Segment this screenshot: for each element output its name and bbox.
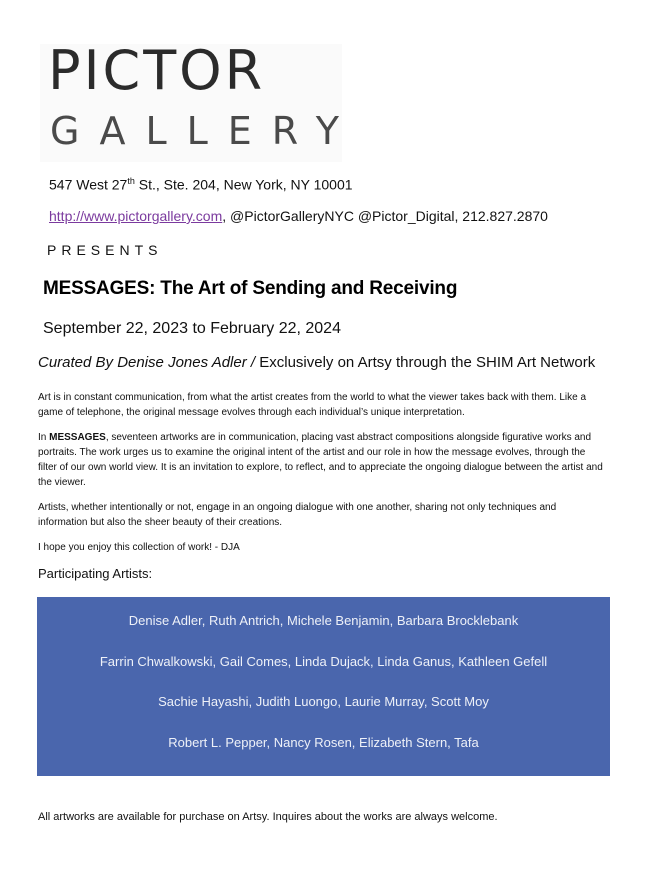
dialogue-paragraph: Artists, whether intentionally or not, engage in an ongoing dialogue with one another, sharing not only techniques and information but also the sheer beauty of their creations. [38,502,557,528]
contact-handles: , @PictorGalleryNYC @Pictor_Digital, 212.827.2870 [222,208,548,224]
intro-paragraph: Art is in constant communication, from what the artist creates from the world to what the viewer takes back with them. Like a game of telephone, the original message evolves through each individual’s unique interpretation. [38,392,587,418]
website-link[interactable]: http://www.pictorgallery.com [49,208,223,224]
curator-name: Curated By Denise Jones Adler / [38,354,256,371]
artists-row: Sachie Hayashi, Judith Luongo, Laurie Murray, Scott Moy [158,694,489,709]
gallery-contact [49,208,548,224]
artists-heading: Participating Artists: [38,566,153,581]
curator-platform: Exclusively on Artsy through the SHIM Art Network [255,354,596,371]
logo-wordmark-main: PICTOR [48,39,266,102]
purchase-note: All artworks are available for purchase on Artsy. Inquires about the works are always welcome. [38,811,498,823]
signoff-paragraph: I hope you enjoy this collection of work! - DJA [38,542,240,553]
address-street: 547 West 27 [49,176,128,193]
gallery-address [49,176,353,193]
description-body: , seventeen artworks are in communication, placing vast abstract compositions alongside figurative works and portraits. The work urges us to examine the original intent of the artist and our role in how the message evolves, through the filter of our own world view. It is an invitation to explore, to reflect, and to appreciate the ongoing dialogue between the artist and the viewer. [38,432,603,488]
description-paragraph [38,430,603,490]
address-ordinal: th [127,176,135,186]
address-city: St., Ste. 204, New York, NY 10001 [134,176,353,193]
description-prefix: In [38,432,50,443]
exhibition-dates: September 22, 2023 to February 22, 2024 [43,320,341,337]
logo-wordmark-sub: GALLERY [50,109,359,153]
description-bold-title: MESSAGES [49,432,106,443]
artists-row: Denise Adler, Ruth Antrich, Michele Benjamin, Barbara Brocklebank [128,613,519,628]
artists-panel [37,597,610,776]
artists-row: Robert L. Pepper, Nancy Rosen, Elizabeth Stern, Tafa [168,735,479,750]
artists-row: Farrin Chwalkowski, Gail Comes, Linda Dujack, Linda Ganus, Kathleen Gefell [99,654,548,669]
presents-label: PRESENTS [47,242,163,258]
curator-line [38,354,595,371]
exhibition-title: MESSAGES: The Art of Sending and Receiving [43,278,458,299]
